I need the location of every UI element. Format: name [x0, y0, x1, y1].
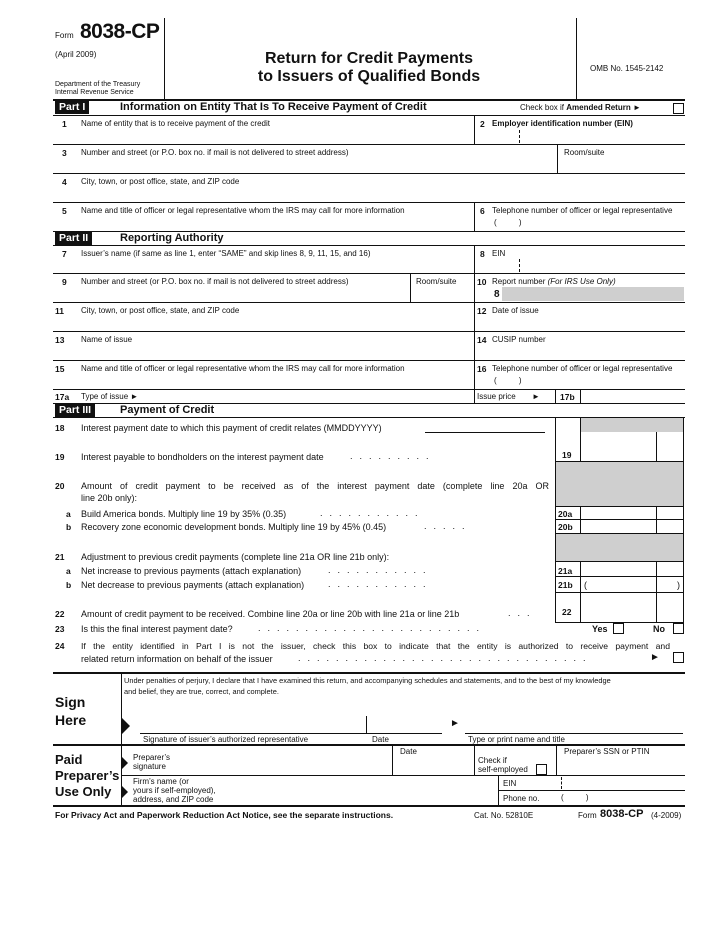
issuer-name-field[interactable] — [78, 258, 473, 272]
form-title-line2: to Issuers of Qualified Bonds — [257, 68, 481, 85]
signature-date-field[interactable] — [367, 716, 441, 732]
name-of-issue-field[interactable] — [78, 344, 473, 358]
line-2-number: 2 — [480, 119, 485, 129]
preparer-title: Paid — [55, 752, 83, 767]
firm-arrow-icon — [122, 786, 128, 798]
interest-payment-date-field[interactable] — [425, 419, 545, 432]
leader-dots: ........... — [328, 565, 433, 575]
issuer-ein-field[interactable] — [478, 259, 683, 272]
date-of-issue-field[interactable] — [478, 315, 683, 329]
firm-name-label-3: address, and ZIP code — [133, 795, 214, 804]
line-20-label-cont: line 20b only): — [81, 493, 138, 503]
amended-text: Check box if Amended Return ► — [520, 103, 641, 112]
preparer-arrow-icon — [122, 757, 128, 769]
leader-dots: ......... — [350, 451, 436, 461]
line-24-number: 24 — [55, 641, 65, 651]
line-24-label: If the entity identified in Part I is not the issuer, check this box to indicate that the entity is authorized to receive payment and — [81, 641, 670, 651]
line-7-number: 7 — [62, 249, 67, 259]
line-21a-amount-field[interactable] — [582, 563, 682, 575]
issuer-officer-field[interactable] — [78, 373, 473, 387]
preparer-date-label: Date — [400, 747, 417, 756]
line-17b-code: 17b — [560, 392, 575, 402]
issuer-street-field[interactable] — [78, 286, 408, 300]
leader-dots: ..... — [424, 521, 472, 531]
line-22-amount-field[interactable] — [582, 607, 682, 621]
line-20a-label: Build America bonds. Multiply line 19 by 35% (0.35) — [81, 509, 287, 519]
name-title-arrow: ► — [450, 718, 460, 729]
line-20-label: Amount of credit payment to be received as of the interest payment date (complete line 20a OR — [81, 481, 549, 491]
line-17a-label: Type of issue ► — [81, 392, 139, 401]
final-payment-no-checkbox[interactable] — [673, 623, 684, 634]
part2-title: Reporting Authority — [120, 232, 224, 244]
form-number: 8038-CP — [80, 20, 160, 43]
entity-ein-field[interactable] — [478, 130, 683, 143]
sign-arrow-icon — [122, 718, 130, 734]
issuer-phone-field[interactable]: ( ) — [494, 376, 522, 385]
interest-payable-field[interactable] — [582, 446, 682, 460]
line-20a-letter: a — [66, 509, 71, 519]
line-1-label: Name of entity that is to receive payment of the credit — [81, 119, 270, 128]
issuer-room-label: Room/suite — [416, 277, 457, 286]
preparer-ssn-field[interactable] — [558, 757, 682, 773]
dept-treasury: Department of the Treasury — [55, 81, 141, 88]
amended-return-checkbox[interactable] — [673, 103, 684, 114]
line-3-number: 3 — [62, 148, 67, 158]
line-3-label: Number and street (or P.O. box no. if mail is not delivered to street address) — [81, 148, 349, 157]
preparer-date-field[interactable] — [394, 757, 472, 773]
line-24-arrow: ► — [650, 652, 660, 663]
line-14-label: CUSIP number — [492, 335, 546, 344]
final-payment-yes-checkbox[interactable] — [613, 623, 624, 634]
footer-revision: (4-2009) — [651, 811, 682, 820]
line-1-number: 1 — [62, 119, 67, 129]
line-4-number: 4 — [62, 177, 67, 187]
line-16-number: 16 — [477, 364, 487, 374]
part3-title: Payment of Credit — [120, 404, 215, 416]
preparer-title-2: Preparer’s — [55, 768, 120, 783]
line-22-code: 22 — [562, 607, 572, 617]
line-21a-letter: a — [66, 566, 71, 576]
line-11-label: City, town, or post office, state, and ZIP code — [81, 306, 240, 315]
report-number-prefix: 8 — [494, 289, 500, 300]
line-20b-label: Recovery zone economic development bonds. Multiply line 19 by 45% (0.45) — [81, 522, 387, 532]
line-13-label: Name of issue — [81, 335, 133, 344]
line-10-number: 10 — [477, 277, 487, 287]
self-employed-label: Check if — [478, 756, 507, 765]
entity-city-field[interactable] — [78, 187, 683, 201]
signature-date-label: Date — [372, 735, 389, 744]
issue-price-arrow: ► — [532, 392, 540, 401]
line-11-number: 11 — [55, 306, 64, 316]
line-21-number: 21 — [55, 552, 65, 562]
preparer-ssn-label: Preparer’s SSN or PTIN — [564, 747, 650, 756]
firm-phone-label: Phone no. — [503, 794, 540, 803]
firm-ein-field[interactable] — [530, 777, 682, 789]
line-7-label: Issuer’s name (if same as line 1, enter “SAME” and skip lines 8, 9, 11, 15, and 16) — [81, 249, 371, 258]
line-4-label: City, town, or post office, state, and ZIP code — [81, 177, 240, 186]
no-label: No — [653, 624, 665, 634]
issuer-city-field[interactable] — [78, 315, 473, 329]
entity-name-field[interactable] — [78, 128, 473, 142]
line-22-number: 22 — [55, 609, 65, 619]
signature-field[interactable] — [140, 716, 365, 732]
leader-dots: ........... — [320, 508, 425, 518]
line-20b-amount-field[interactable] — [582, 520, 682, 532]
entity-street-field[interactable] — [78, 157, 556, 171]
line-20a-code: 20a — [558, 509, 573, 519]
issue-price-label: Issue price — [477, 392, 516, 401]
line-20b-letter: b — [66, 522, 72, 532]
issue-price-field[interactable] — [582, 390, 683, 402]
line-8-number: 8 — [480, 249, 485, 259]
part3-label: Part III — [55, 404, 95, 417]
paren-close: ) — [677, 580, 680, 590]
line-6-number: 6 — [480, 206, 485, 216]
line-21b-code: 21b — [558, 580, 573, 590]
cusip-field[interactable] — [478, 344, 683, 358]
line-23-label: Is this the final interest payment date? — [81, 624, 233, 634]
part1-title: Information on Entity That Is To Receive Payment of Credit — [120, 101, 427, 113]
perjury-statement: Under penalties of perjury, I declare that I have examined this return, and accompanying schedules and statements, and to the best of my knowledge — [124, 676, 611, 685]
name-and-title-field[interactable] — [465, 716, 683, 732]
line-5-label: Name and title of officer or legal representative whom the IRS may call for more information — [81, 206, 405, 215]
line-21b-letter: b — [66, 580, 72, 590]
name-title-label: Type or print name and title — [468, 735, 565, 744]
line-19-number: 19 — [55, 452, 65, 462]
line-20-number: 20 — [55, 481, 65, 491]
line-6-label: Telephone number of officer or legal representative — [492, 206, 673, 215]
firm-phone-field[interactable]: ( ) — [561, 793, 589, 802]
paren-open: ( — [584, 580, 587, 590]
sign-title: Sign — [55, 694, 86, 710]
sign-title-2: Here — [55, 712, 87, 728]
line-19-label: Interest payable to bondholders on the interest payment date — [81, 452, 324, 462]
line-10-label: Report number (For IRS Use Only) — [492, 277, 616, 286]
line-2-label: Employer identification number (EIN) — [492, 119, 633, 128]
line-21b-amount-field[interactable] — [590, 578, 675, 591]
line-12-label: Date of issue — [492, 306, 539, 315]
footer-form-number: 8038-CP — [600, 808, 644, 820]
preparer-title-3: Use Only — [55, 784, 112, 799]
line-24-label-cont: related return information on behalf of the issuer — [81, 654, 273, 664]
part1-label: Part I — [55, 101, 89, 114]
line-13-number: 13 — [55, 335, 65, 345]
yes-label: Yes — [592, 624, 608, 634]
line-14-number: 14 — [477, 335, 487, 345]
signature-label: Signature of issuer’s authorized representative — [143, 735, 309, 744]
entity-officer-field[interactable] — [78, 215, 473, 229]
line-12-number: 12 — [477, 306, 487, 316]
line-9-label: Number and street (or P.O. box no. if mail is not delivered to street address) — [81, 277, 349, 286]
line-20a-amount-field[interactable] — [582, 507, 682, 519]
type-of-issue-field[interactable] — [160, 390, 472, 402]
perjury-statement-2: and belief, they are true, correct, and complete. — [124, 687, 279, 696]
line-21a-label: Net increase to previous payments (attach explanation) — [81, 566, 302, 576]
line-21-label: Adjustment to previous credit payments (complete line 21a OR line 21b only): — [81, 552, 390, 562]
line-18-label: Interest payment date to which this payment of credit relates (MMDDYYYY) — [81, 423, 382, 433]
line-20b-code: 20b — [558, 522, 573, 532]
irs-name: Internal Revenue Service — [55, 89, 134, 96]
privacy-notice: For Privacy Act and Paperwork Reduction Act Notice, see the separate instructions. — [55, 810, 394, 820]
line-21a-code: 21a — [558, 566, 573, 576]
firm-ein-label: EIN — [503, 779, 517, 788]
self-employed-checkbox[interactable] — [536, 764, 547, 775]
leader-dots: ............................... — [298, 653, 593, 663]
line-17a-number: 17a — [55, 392, 70, 402]
firm-name-label: Firm’s name (or — [133, 777, 189, 786]
form-title-line1: Return for Credit Payments — [264, 50, 474, 67]
form-revision: (April 2009) — [55, 50, 97, 59]
firm-name-field[interactable] — [225, 777, 495, 804]
preparer-signature-label: Preparer’s — [133, 753, 171, 762]
line-21b-label: Net decrease to previous payments (attach explanation) — [81, 580, 305, 590]
leader-dots: ........................ — [258, 623, 487, 633]
line-15-number: 15 — [55, 364, 65, 374]
leader-dots: ........... — [328, 579, 433, 589]
line-22-label: Amount of credit payment to be received. Combine line 20a or line 20b with line 21a or line 21b — [81, 609, 460, 619]
line-8-label: EIN — [492, 249, 506, 258]
line-16-label: Telephone number of officer or legal representative — [492, 364, 673, 373]
catalog-number: Cat. No. 52810E — [474, 811, 534, 820]
line-5-number: 5 — [62, 206, 67, 216]
room-suite-label: Room/suite — [564, 148, 605, 157]
footer-form-word: Form — [578, 811, 597, 820]
line-19-code: 19 — [562, 450, 572, 460]
firm-name-label-2: yours if self-employed), — [133, 786, 216, 795]
part2-label: Part II — [55, 232, 92, 245]
line-23-number: 23 — [55, 624, 65, 634]
line-15-label: Name and title of officer or legal representative whom the IRS may call for more information — [81, 364, 405, 373]
preparer-signature-label-2: signature — [133, 762, 166, 771]
entity-phone-field[interactable]: ( ) — [494, 218, 522, 227]
entity-room-field[interactable] — [560, 157, 683, 171]
form-word: Form — [55, 31, 74, 40]
authorized-entity-checkbox[interactable] — [673, 652, 684, 663]
line-18-number: 18 — [55, 423, 65, 433]
leader-dots: ... — [508, 608, 537, 618]
omb-number: OMB No. 1545-2142 — [590, 64, 664, 73]
self-employed-label-2: self-employed — [478, 765, 528, 774]
line-9-number: 9 — [62, 277, 67, 287]
preparer-signature-field[interactable] — [190, 748, 390, 772]
